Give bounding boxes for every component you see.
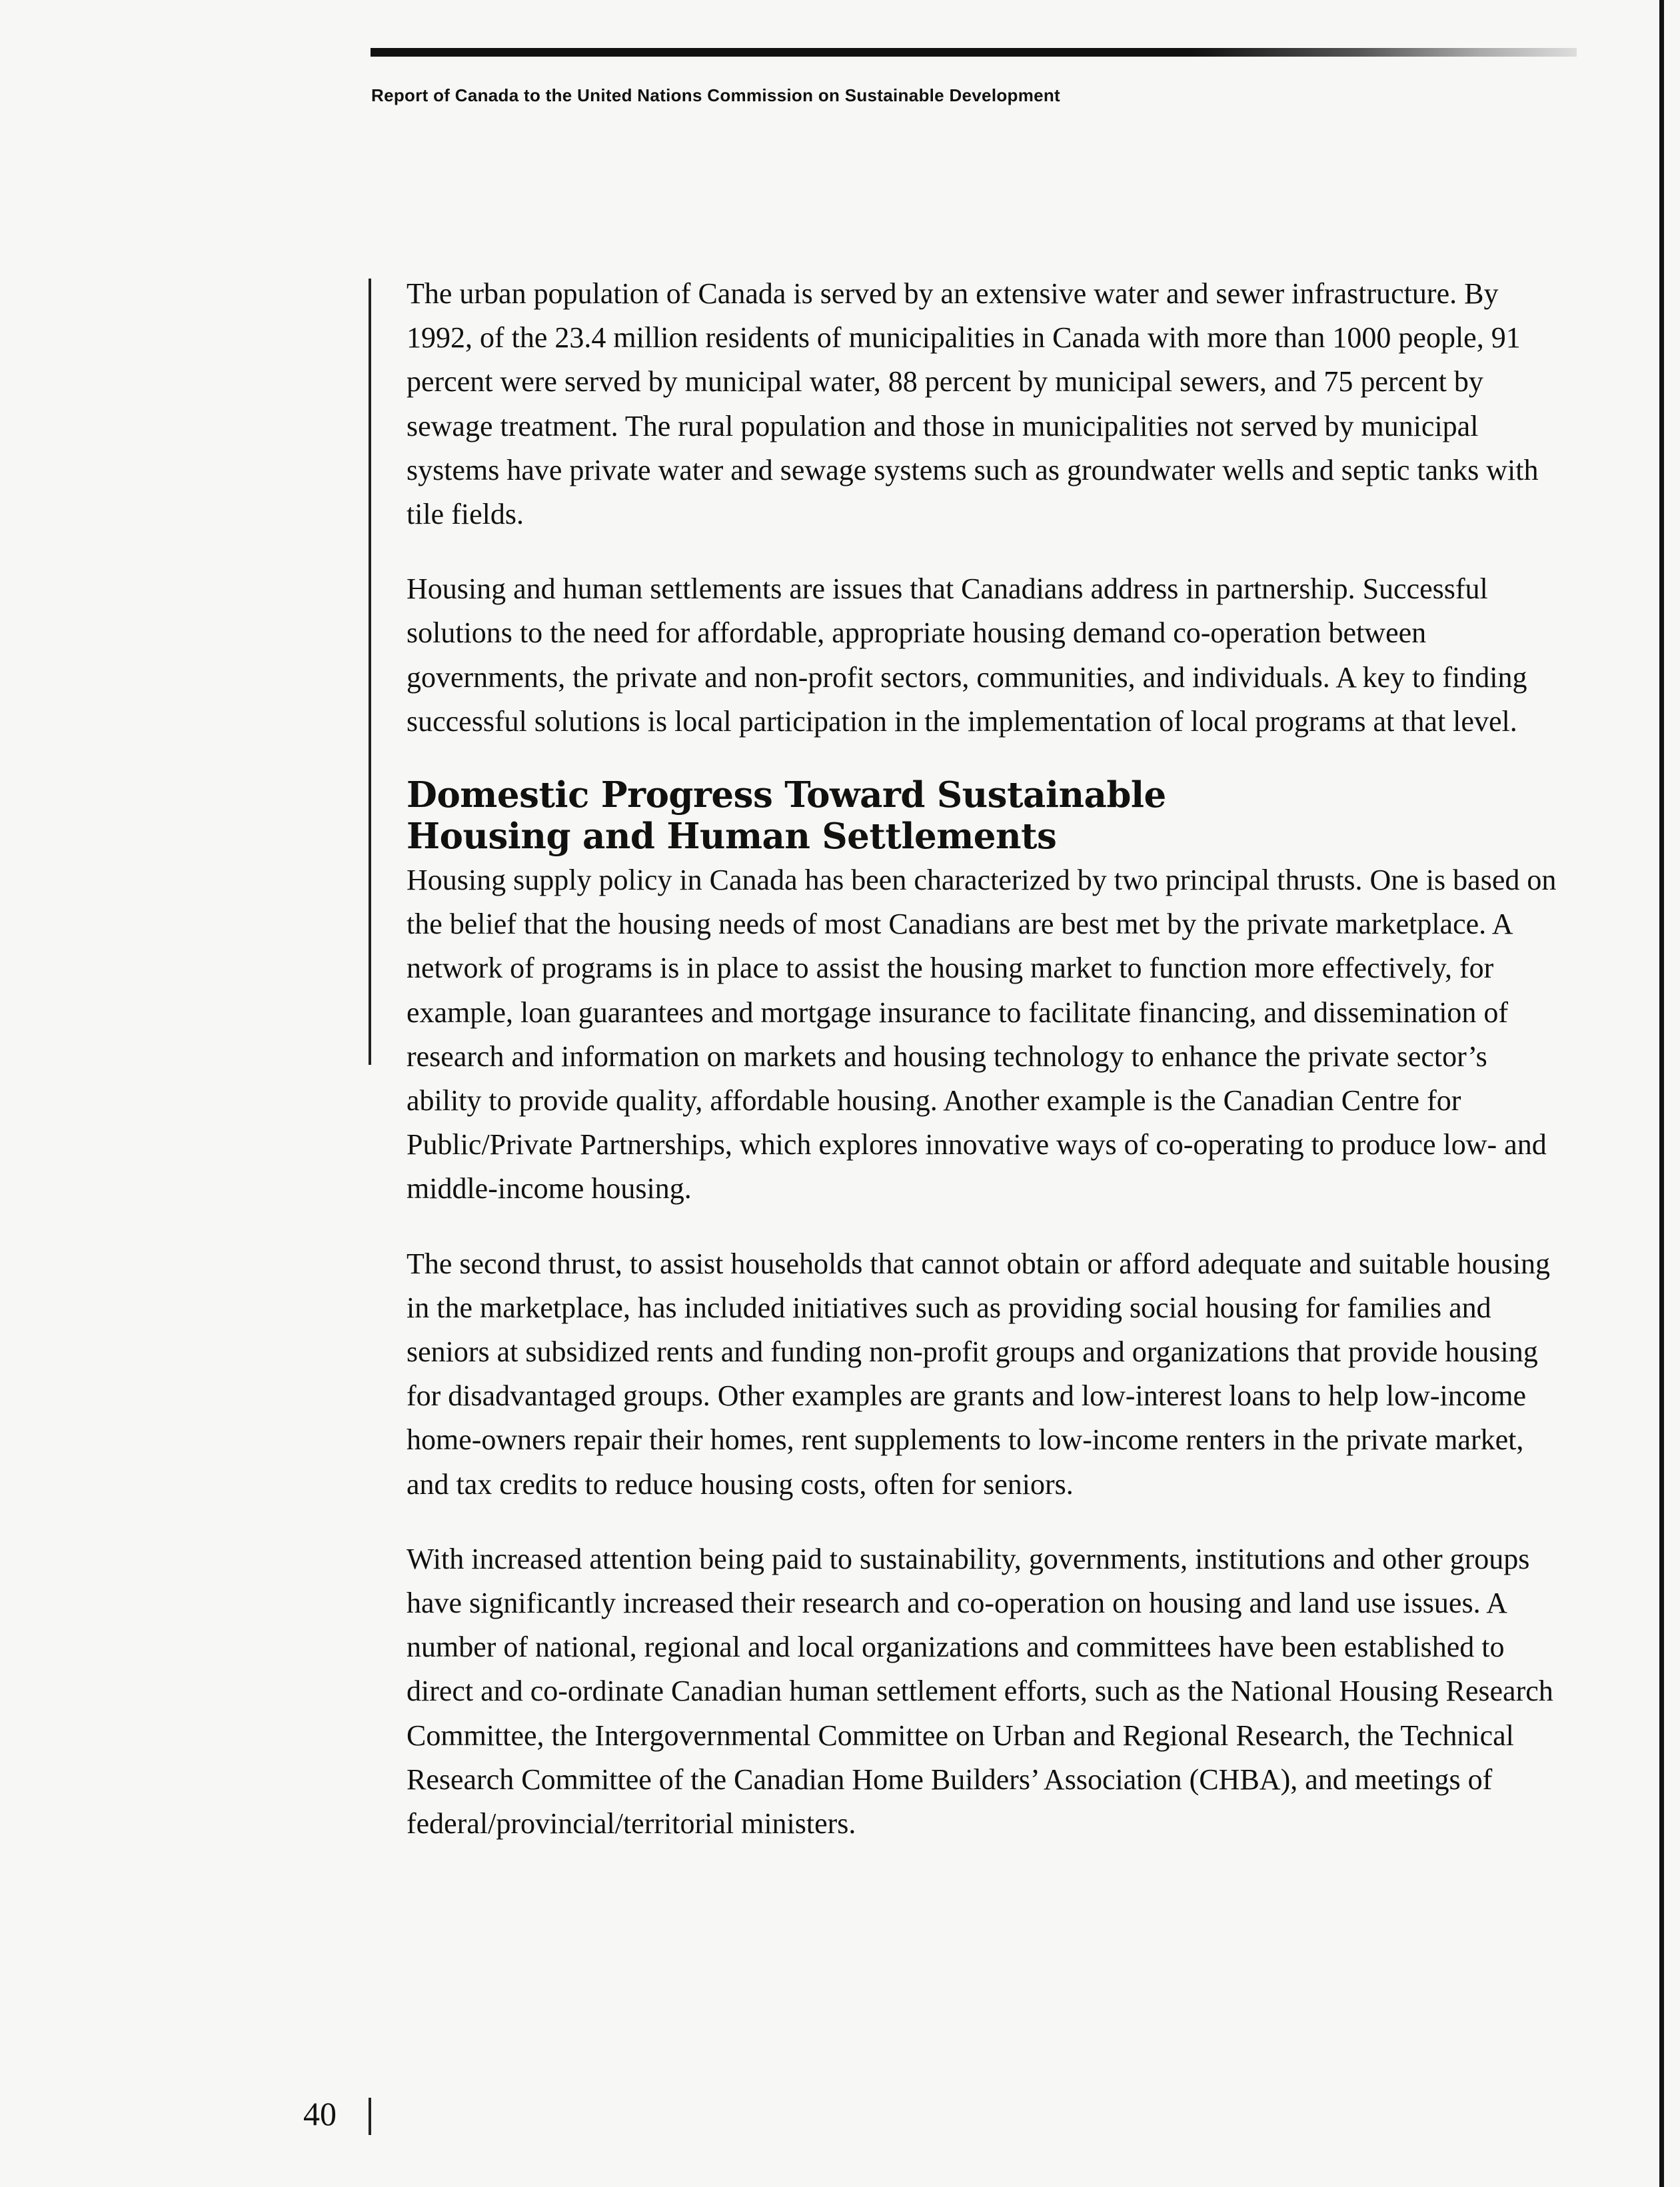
margin-rule bbox=[369, 279, 371, 1065]
paragraph-sustainability: With increased attention being paid to sustainability, governments, institutions and other groups have significantly increased their research and co-operation on housing and land use issues. A number of national, regional and local organizations and committees have been established to direct and co-ordinate Canadian human settlement efforts, such as the National Housing Research Committee, the Intergovernmental Committee on Urban and Regional Research, the Technical Research Committee of the Canadian Home Builders’ Association (CHBA), and meetings of federal/provincial/territorial ministers. bbox=[407, 1542, 1553, 1840]
page-number: 40 bbox=[303, 2095, 337, 2132]
page-edge-rule bbox=[1659, 0, 1664, 2187]
paragraph-second-thrust: The second thrust, to assist households that cannot obtain or afford adequate and suitable housing in the marketplace, has included initiatives such as providing social housing for families and seniors at subsidized rents and funding non-profit groups and organizations that provide housing for disadvantaged groups. Other examples are grants and low-interest loans to help low-income home-owners repair their homes, rent supplements to low-income renters in the private market, and tax credits to reduce housing costs, often for seniors. bbox=[407, 1247, 1551, 1501]
main-text bbox=[407, 272, 1566, 1876]
margin-rule-footer bbox=[369, 2098, 371, 2135]
paragraph-water-sewer: The urban population of Canada is served by an extensive water and sewer infrastructure. By 1992, of the 23.4 million residents of municipalities in Canada with more than 1000 people, 91 percent were served by municipal water, 88 percent by municipal sewers, and 75 percent by sewage treatment. The rural population and those in municipalities not served by municipal systems have private water and sewage systems such as groundwater wells and septic tanks with tile fields. bbox=[407, 277, 1539, 531]
paragraph-housing-supply: Housing supply policy in Canada has been characterized by two principal thrusts. One is based on the belief that the housing needs of most Canadians are best met by the private marketplace. A network of programs is in place to assist the housing market to function more effectively, for example, loan guarantees and mortgage insurance to facilitate financing, and dissemination of research and information on markets and housing technology to enhance the private sector’s ability to provide quality, affordable housing. Another example is the Canadian Centre for Public/Private Partnerships, which explores innovative ways of co-operating to produce low- and middle-income housing. bbox=[407, 864, 1557, 1205]
section-heading-line-1: Domestic Progress Toward Sustainable bbox=[407, 774, 1166, 816]
section-heading bbox=[407, 774, 1566, 857]
header-rule bbox=[371, 48, 1577, 57]
running-header: Report of Canada to the United Nations Commission on Sustainable Development bbox=[371, 85, 1061, 105]
section-heading-line-2: Housing and Human Settlements bbox=[407, 816, 1057, 858]
paragraph-partnership: Housing and human settlements are issues that Canadians address in partnership. Successful solutions to the need for affordable, appropriate housing demand co-operation between governments, the private and non-profit sectors, communities, and individuals. A key to finding successful solutions is local participation in the implementation of local programs at that level. bbox=[407, 572, 1527, 738]
